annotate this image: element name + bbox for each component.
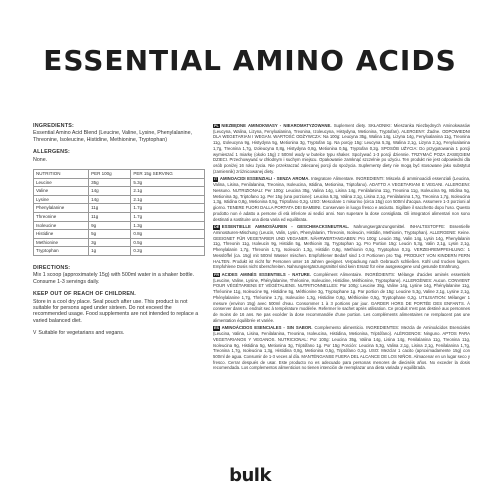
nutrient-name: Phenylalanine	[34, 204, 89, 213]
per-serving-value: 0.8g	[131, 230, 205, 239]
nutrient-name: Threonine	[34, 213, 89, 222]
nutrient-name: Leucine	[34, 178, 89, 187]
per-100g-value: 14g	[89, 187, 131, 196]
table-row	[34, 204, 205, 213]
table-row	[34, 238, 205, 247]
language-block-es	[213, 325, 470, 371]
language-code-badge: PL	[214, 124, 219, 128]
nutrient-name: Valine	[34, 187, 89, 196]
english-label-column	[33, 123, 205, 337]
nutrition-table	[33, 169, 205, 256]
language-heading: AMINOACIDI ESSENZIALI - SENZA AROMA.	[219, 176, 310, 182]
vegan-suitability	[33, 330, 205, 336]
language-heading: ACIDES AMINÉS ESSENTIELS - NATURE.	[221, 271, 311, 277]
per-serving-value: 1.7g	[131, 213, 205, 222]
language-code-badge: FR	[214, 272, 220, 277]
per-serving-value: 1.3g	[131, 221, 205, 230]
nutrition-header-cell: PER 15g SERVING	[131, 170, 205, 179]
table-row	[34, 178, 205, 187]
per-100g-value: 11g	[89, 204, 131, 213]
per-100g-value: 1g	[89, 247, 131, 256]
language-block-it	[213, 176, 470, 222]
language-block-de	[213, 224, 470, 270]
per-100g-value: 9g	[89, 221, 131, 230]
nutrient-name: Histidine	[34, 230, 89, 239]
table-row	[34, 213, 205, 222]
nutrient-name: Lysine	[34, 195, 89, 204]
language-block-fr	[213, 272, 470, 323]
nutrient-name: Methionine	[34, 238, 89, 247]
ingredients-heading: INGREDIENTS:	[33, 123, 75, 129]
language-heading: NIEZBĘDNE AMINOKWASY - NIEAROMATYZOWANE.	[221, 123, 332, 128]
language-text: Complemento alimenticio. INGREDIENTES: Mezcla de Aminoácidos Esenciales (Leucina, Valina, Lisina, Fenilalanina, Treonina, Isoleucina, Histidina, Metionina, Triptófano). ALÉRGENOS: Ninguno. APTOS PARA VEGETARIANOS Y VEGANOS. NUTRICIONAL: Por 100g: Leucina 35g, Valina 14g, Lisina 14g, Fenilalanina 11g, Treonina 11g, Isoleucina 9g, Histidina 5g, Metionina 3g, Triptófano 1g. Por 15g Porción: Leucina 5,3g, Valina 2,1g, Lisina 2,1g, Fenilalanina 1,7g, Treonina 1,7g, Isoleucina 1,3g, Histidina 0,8g, Metionina 0,5g, Triptófano 0,2g. USO: Mezclar 1 cacito (aproximadamente 15g) con 500ml de agua. Consumir de 1-3 veces al día. MANTÉNGANSE FUERA DEL ALCANCE DE LOS NIÑOS. Almacenar en un lugar seco y fresco. Cerrar después de usar. Este producto no es adecuado para personas menores de dieciséis años. No exceder la dosis recomendada. Los complementos alimenticios no tienen intención de reemplazar una dieta variada y equilibrada.	[213, 325, 471, 371]
storage-warning-text: Store in a cool dry place. Seal pouch after use. This product is not suitable for persons aged under sixteen. Do not exceed the recommended usage. Food supplements are not intended to replace a varied balanced diet.	[33, 298, 199, 324]
language-code-badge: ES	[214, 326, 220, 331]
brand-logo: bulk	[229, 465, 271, 486]
language-heading: ESSENTIELLE AMINOSÄUREN - GESCHMACKSNEUTRAL.	[221, 224, 350, 230]
directions-heading: DIRECTIONS:	[33, 264, 71, 271]
nutrition-header-cell: NUTRITION	[34, 170, 89, 179]
per-serving-value: 0.5g	[131, 238, 205, 247]
vegan-text: Suitable for vegetarians and vegans.	[38, 330, 125, 337]
ingredients-text: Essential Amino Acid Blend (Leucine, Valine, Lysine, Phenylalanine, Threonine, Isoleucine, Histidine, Methionine, Tryptophan)	[33, 130, 193, 143]
nutrition-header-row	[34, 170, 205, 179]
per-100g-value: 35g	[89, 178, 131, 187]
per-serving-value: 2.1g	[131, 195, 205, 204]
allergens-heading: ALLERGENS:	[33, 149, 71, 156]
per-100g-value: 5g	[89, 230, 131, 239]
language-code-badge: IT	[214, 177, 218, 182]
nutrient-name: Tryptophan	[34, 247, 89, 256]
language-text: Nahrungsergänzungsmittel. INHALTSSTOFFE: Essentielle Aminosäuren-Mischung (Leucin, Valin, Lysin, Phenylalanin, Threonin, Isoleucin, Histidin, Methionin, Tryptophan). ALLERGENE: Keine. GEEIGNET FÜR VEGETARIER UND VEGANER. NÄHRWERTANGABEN: Pro 100g: Leucin 35g, Valin 14g, Lysin 14g, Phenylalanin 11g, Threonin 11g, Isoleucin 9g, Histidin 5g, Methionin 3g, Tryptophan 1g. Pro Portion 15g: Leucin 5,3g, Valin 2,1g, Lysin 2,1g, Phenylalanin 1,7g, Threonin 1,7g, Isoleucin 1,3g, Histidin 0,8g, Methionin 0,5g, Tryptophan 0,2g. VERZEHREMPFEHLUNG: 1 Messlöffel (ca. 15g) mit 500ml Wasser mischen. Empfohlener Bedarf sind 1-3 Portionen pro Tag. PRODUKT VON KINDERN FERN HALTEN. Produkt ist nicht für Personen unter 16 Jahren geeignet. Verpackung nach Gebrauch schließen. Kühl und trocken lagern. Empfohlene Dosis nicht überschreiten. Nahrungsergänzungsmittel sind kein Ersatz für eine ausgewogene und gesunde Ernährung.	[213, 224, 470, 270]
per-100g-value: 11g	[89, 213, 131, 222]
per-serving-value: 1.7g	[131, 204, 205, 213]
table-row	[34, 195, 205, 204]
allergens-text: None.	[33, 156, 48, 163]
keep-out-heading: KEEP OUT OF REACH OF CHILDREN.	[33, 291, 136, 298]
language-text: Integratore Alimentare. INGREDIENTI: Miscela di amminoacidi essenziali (Leucina, Valina, Lisina, Fenilalanina, Treonina, Isoleucina, Istidina, Metionina, Triptofano). ADATTO A VEGETARIANI E VEGANI. ALLERGENI: Nessuno. NUTRIZIONALI: Per 100g: Leucina 35g, Valina 14g, Lisina 14g, Fenilalanina 11g, Treonina 11g, Isoleucina 9g, Istidina 5g, Metionina 3g, Triptofano 1g. Per 15g (una porzione): Leucina 5,3g, Valina 2,1g, Lisina 2,1g, Fenilalanina 1,7g, Treonina 1,7g, Isoleucina 1,3g, Istidina 0,8g, Metionina 0,5g, Triptofano 0,2g. USO: Mescolare 1 misurino (circa 15g) con 500ml d'acqua. Assumere 1-3 porzioni al giorno. TENERE FUORI DALLA PORTATA DEI BAMBINI. Conservare in luogo fresco e asciutto. Sigillare il sacchetto dopo l'uso. Questo prodotto non è adatto a persone di età inferiore ai sedici anni. Non superare la dose consigliata. Gli integratori alimentari non sono destinati a sostituire una dieta varia ed equilibrata.	[213, 176, 470, 222]
nutrition-header-cell: PER 100g	[89, 170, 131, 179]
product-title: ESSENTIAL AMINO ACIDS	[43, 44, 457, 77]
language-text: Complément Alimentaire. INGRÉDIENTS: Mélange d'acides aminés essentiels (Leucine, Valine, Lysine, Phénylalanine, Thréonine, Isoleucine, Histidine, Méthionine, Tryptophane). ALLERGÈNES: Aucun. CONVIENT POUR VÉGÉTARIENS ET VÉGÉTALIENS. NUTRITIONNELLES: Par 100g: Leucine 35g, Valine 14g, Lysine 14g, Phénylalanine 11g, Thréonine 11g, Isoleucine 9g, Histidine 5g, Méthionine 3g, Tryptophane 1g. Par portion de 15g: Leucine 5,3g, Valine 2,1g, Lysine 2,1g, Phénylalanine 1,7g, Thréonine 1,7g, Isoleucine 1,3g, Histidine 0,8g, Méthionine 0,5g, Tryptophane 0,2g. UTILISATION: Mélanger 1 mesure (environ 15g) avec 500ml d'eau. Consommer 1 à 3 portions par jour. GARDER HORS DE PORTÉE DES ENFANTS. À conserver dans un endroit sec à température modérée. Refermer le sachet après utilisation. Ce produit n'est pas destiné aux personnes de moins de 16 ans. Ne pas excéder la dose recommandée d'une portion. Les compléments alimentaires ne remplacent pas une alimentation équilibrée et variée.	[213, 271, 470, 323]
table-row	[34, 187, 205, 196]
nutrient-name: Isoleucine	[34, 221, 89, 230]
language-code-badge: DE	[214, 225, 220, 230]
per-serving-value: 2.1g	[131, 187, 205, 196]
language-block-pl	[213, 123, 470, 174]
table-row	[34, 247, 205, 256]
per-serving-value: 5.3g	[131, 178, 205, 187]
table-row	[34, 230, 205, 239]
language-heading: AMINOÁCIDOS ESENCIALES - SIN SABOR.	[221, 325, 313, 331]
translations-column	[213, 123, 470, 373]
per-100g-value: 3g	[89, 238, 131, 247]
vegan-icon: V	[33, 330, 37, 337]
table-row	[34, 221, 205, 230]
language-text: Suplement diety. SKŁADNIKI: Mieszanka Niezbędnych Aminokwasów (Leucyna, Walina, Lizyna, Fenyloalanina, Treonina, Izoleucyna, Histydyna, Metionina, Tryptofan). ALERGENY: Żadne. ODPOWIEDNI DLA WEGETARIAN I WEGAN. WARTOŚĆ ODŻYWCZA: Na 100g: Leucyna 35g, Walina 14g, Lizyna 14g, Fenyloalanina 11g, Treonina 11g, Izoleucyna 9g, Histydyna 5g, Metionina 3g, Tryptofan 1g. Na porcję 15g: Leucyna 5,3g, Walina 2,1g, Lizyna 2,1g, Fenyloalanina 1,7g, Treonina 1,7g, Izoleucyna 0,8g, Histydyna 0,8g, Metionina 0,5g, Tryptofan 0,2g. SPOSÓB UŻYCIA: Do przygotowania 1 porcji wymieszać 1 miarkę (około 15g) z 500ml wody w butelce typu shaker. Spożywać 1-3 porcji dziennie. TRZYMAĆ POZA ZASIĘGIEM DZIECI. Przechowywać w chłodnym i suchym miejscu. Opakowanie zamknąć szczelnie po użyciu. Ten produkt nie jest odpowiedni dla osób poniżej 16 roku życia. Nie przekraczać zalecanej porcji do spożycia. Suplementy diety nie mogą być stosowane jako substytut (zamiennik) zróżnicowanej diety.	[213, 123, 470, 174]
per-serving-value: 0.2g	[131, 247, 205, 256]
per-100g-value: 14g	[89, 195, 131, 204]
directions-text: Mix 1 scoop (approximately 15g) with 500ml water in a shaker bottle. Consume 1-3 servings daily.	[33, 272, 195, 285]
